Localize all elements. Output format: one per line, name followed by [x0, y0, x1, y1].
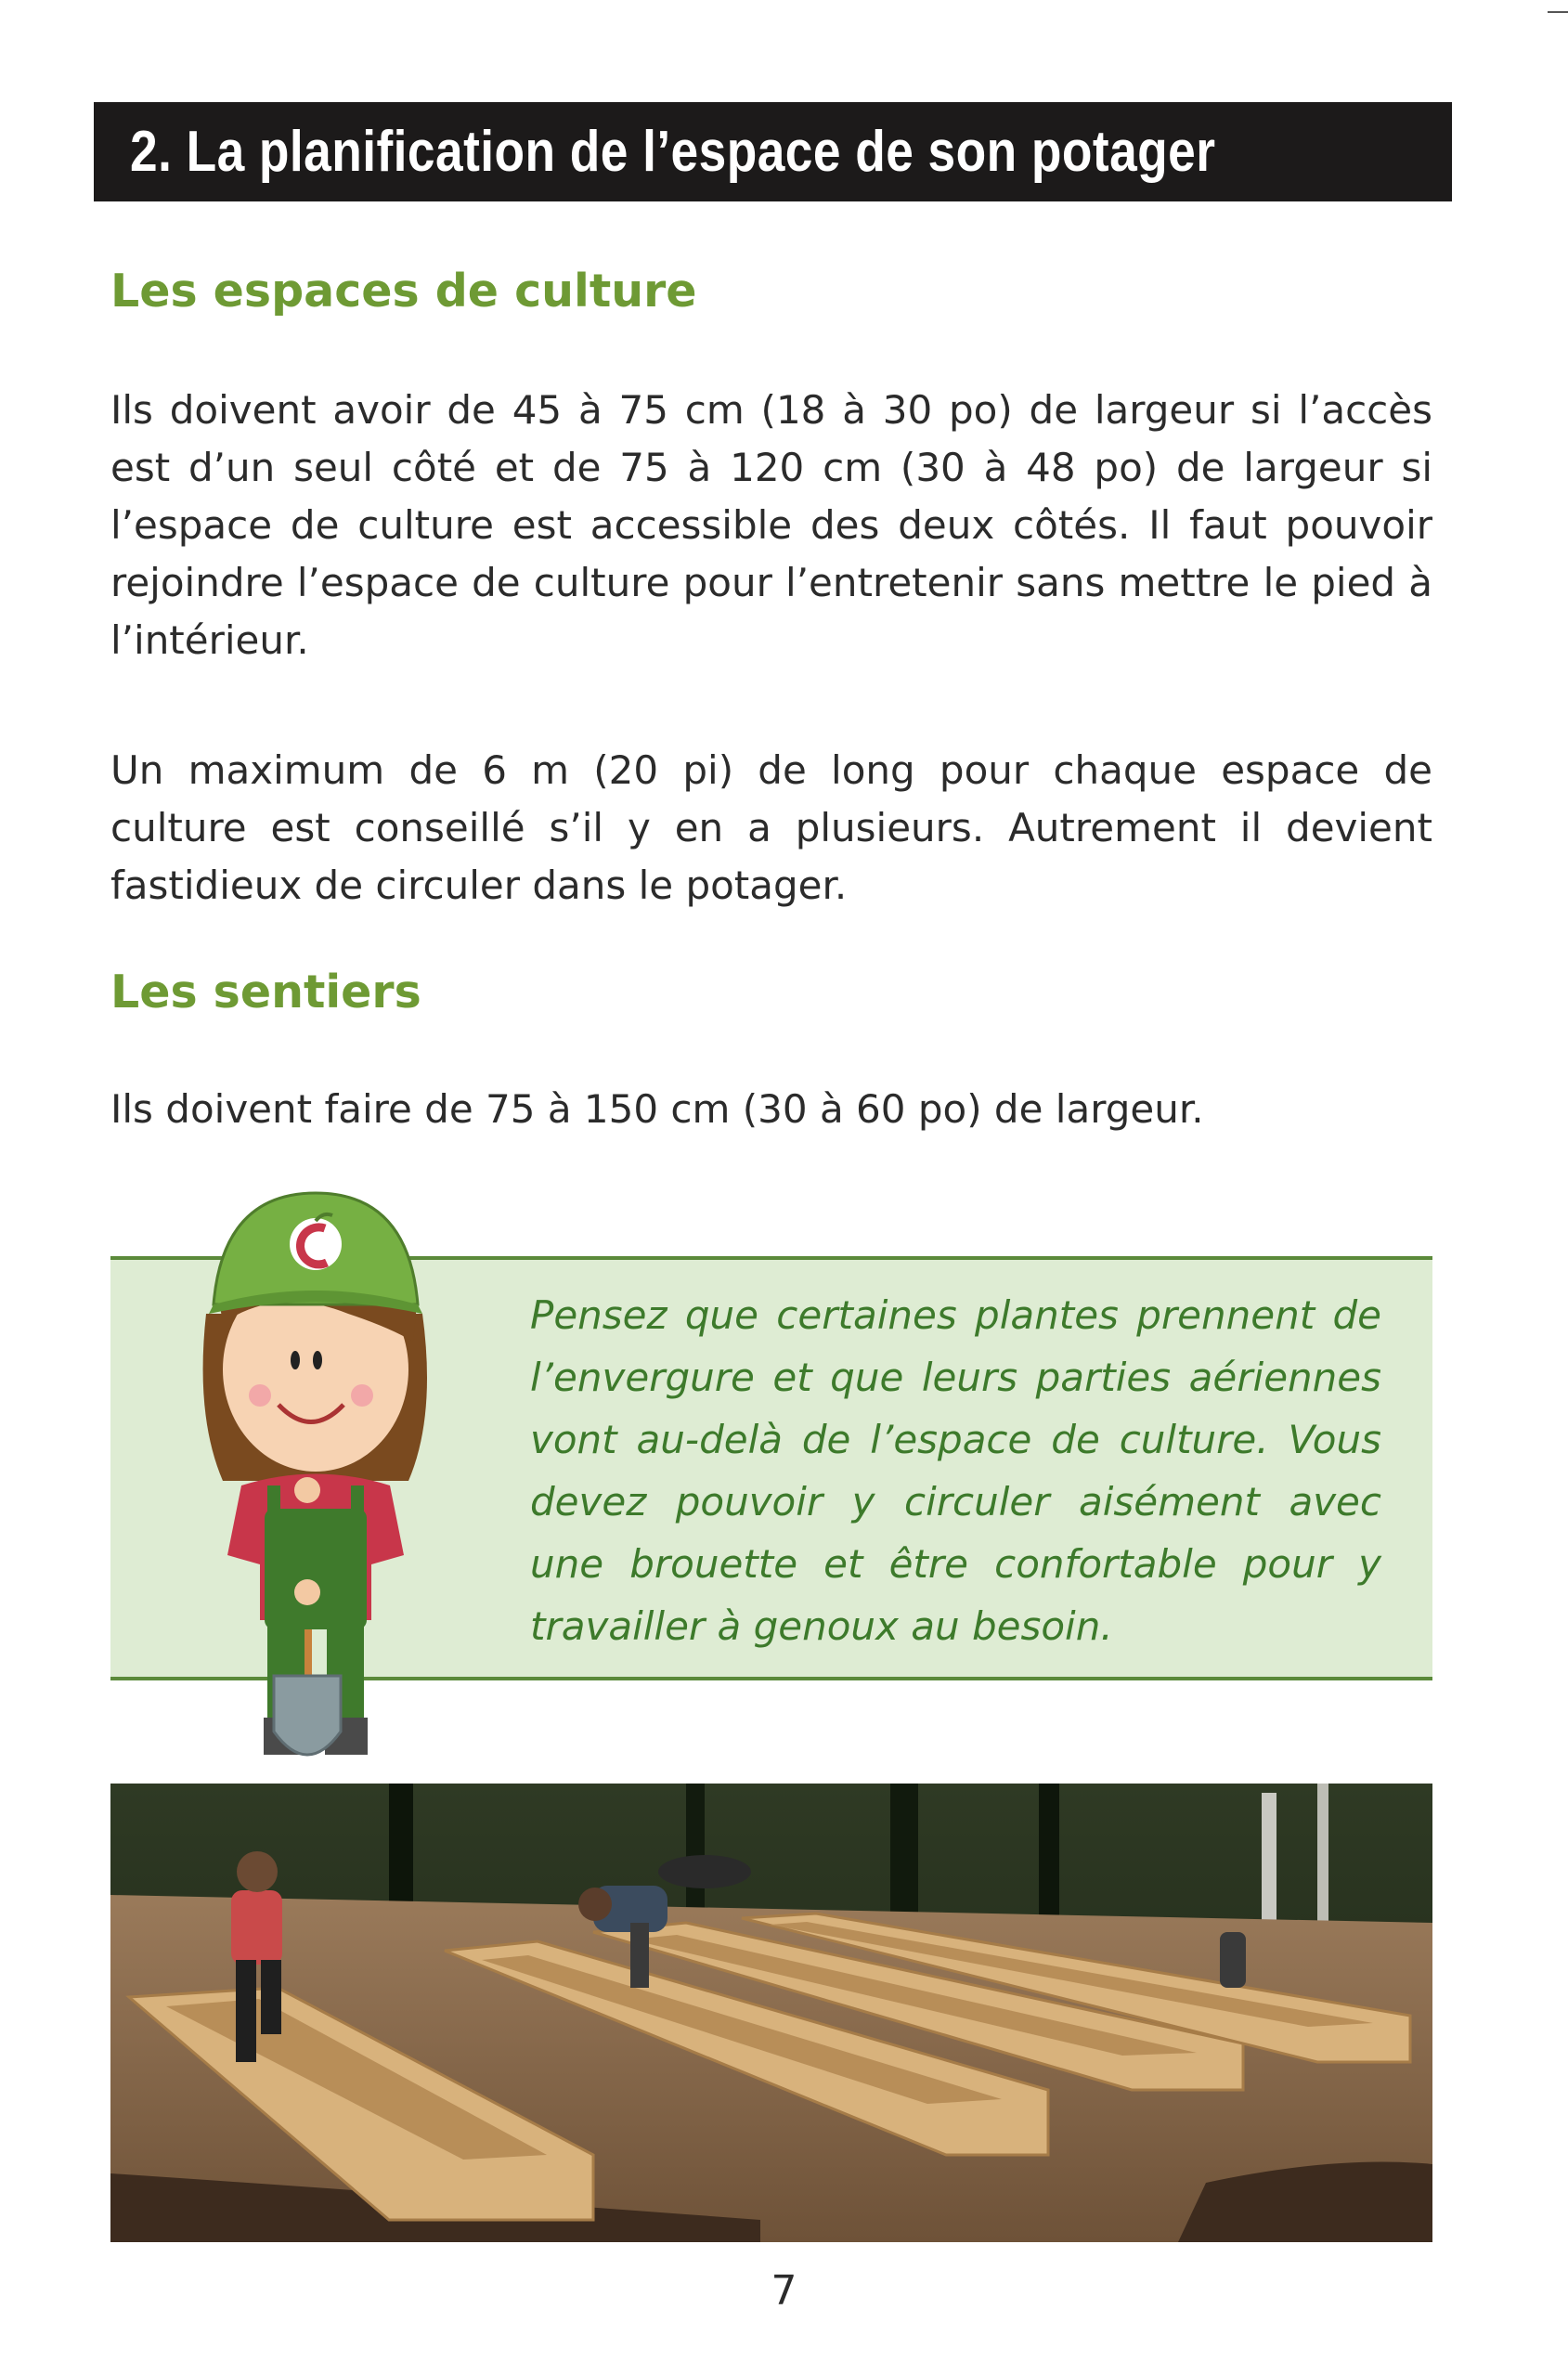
paragraph-longueur-maximum: Un maximum de 6 m (20 pi) de long pour chaque espace de culture est conseillé s’il y en a plusieurs. Autrement il devient fastidieux de circuler dans le potager.	[110, 747, 1432, 908]
heading-sentiers: Les sentiers	[110, 966, 421, 1018]
title-bar	[94, 102, 1452, 201]
tip-text: Pensez que certaines plantes prennent de l’envergure et que leurs parties aériennes vont au-delà de l’espace de culture. Vous devez pouvoir y circuler aisément avec une brouette et être confortable pour y travailler à genoux au besoin.	[530, 1292, 1381, 1649]
gardener-mascot-illustration	[186, 1174, 446, 1769]
raised-beds-construction-photo	[110, 1784, 1432, 2242]
paragraph-largeur-sentiers: Ils doivent faire de 75 à 150 cm (30 à 60 po) de largeur.	[110, 1086, 1204, 1132]
page-number: 7	[771, 2267, 797, 2315]
heading-espaces-de-culture: Les espaces de culture	[110, 265, 697, 318]
crop-mark	[1548, 11, 1568, 13]
paragraph-largeur-espaces: Ils doivent avoir de 45 à 75 cm (18 à 30 po) de largeur si l’accès est d’un seul côté et de 75 à 120 cm (30 à 48 po) de largeur si l’espace de culture est accessible des deux côtés. Il faut pouvoir rejoindre l’espace de culture pour l’entretenir sans mettre le pied à l’intérieur.	[110, 387, 1432, 663]
page-title: 2. La planification de l’espace de son potager	[130, 120, 1216, 184]
